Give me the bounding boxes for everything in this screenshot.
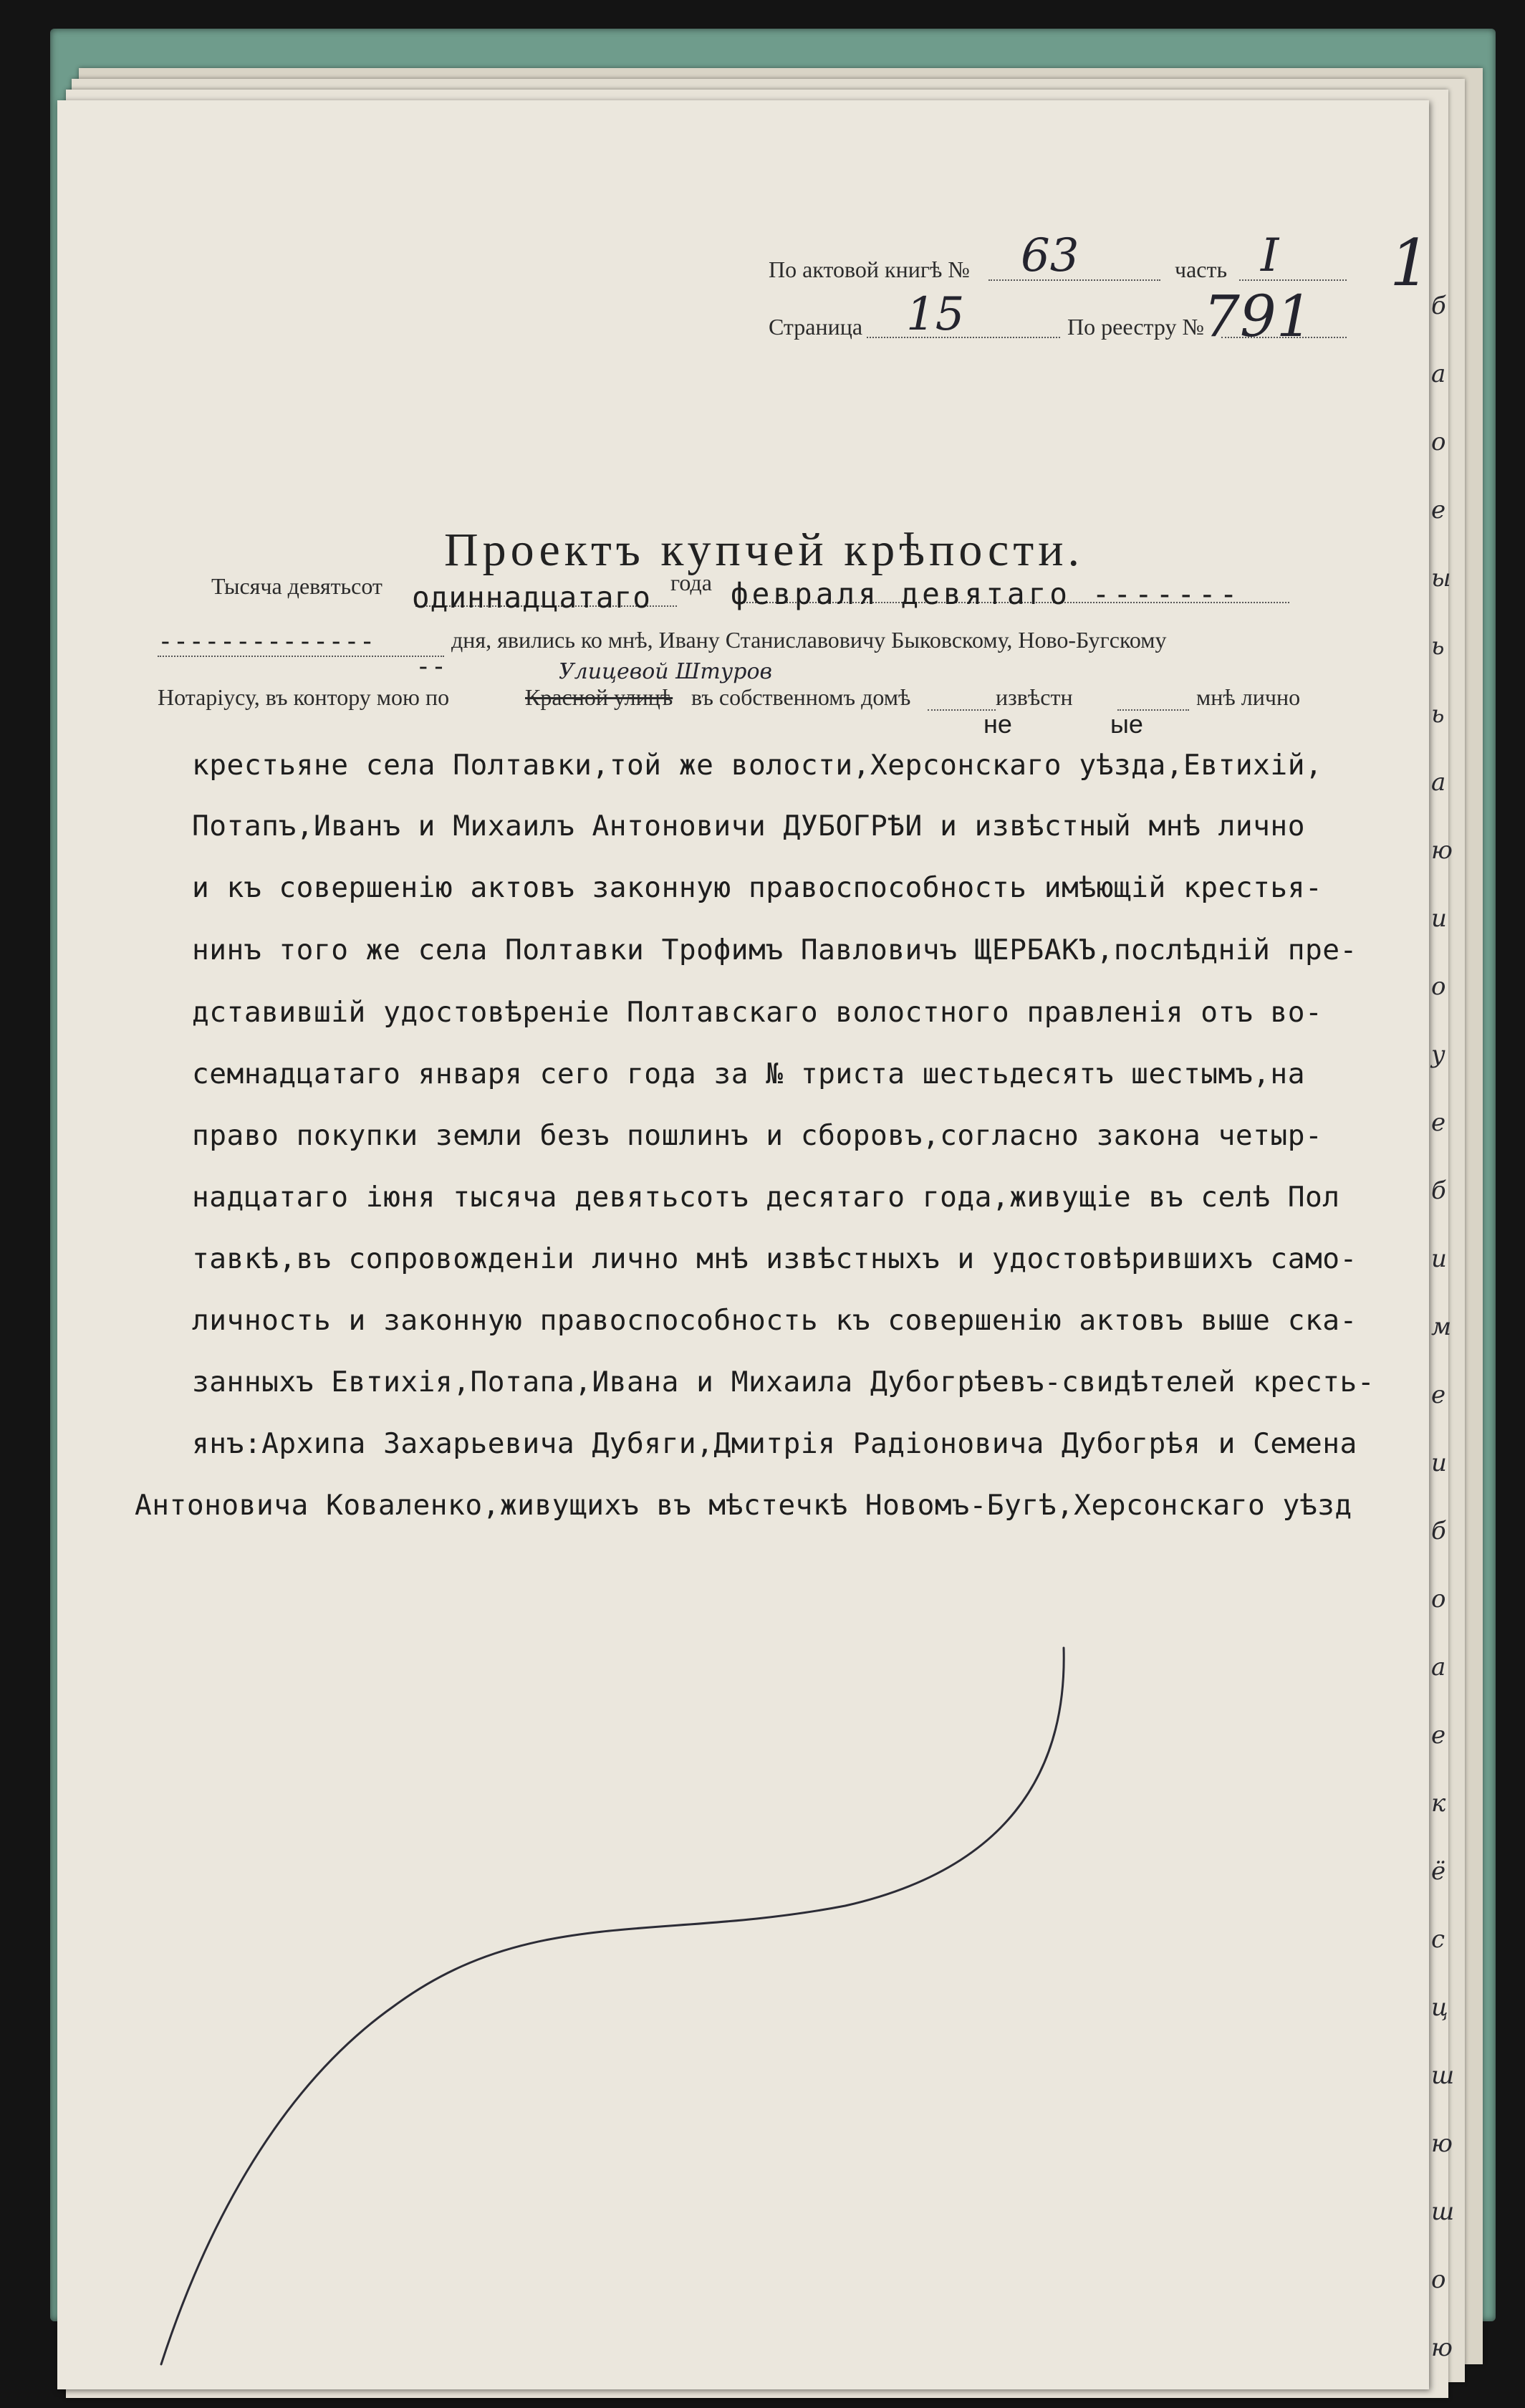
book-number: 63 [1021,229,1079,282]
part-number: I [1261,229,1279,282]
notary-line-mid: въ собственномъ домѣ [691,684,911,710]
body-line: надцатаго іюня тысяча девятьсотъ десятаго года,живущіе въ селѣ Пол [192,1181,1340,1214]
month-value: февраля девятаго ------- [731,577,1241,611]
dashes-small: -- [415,652,447,681]
notary-line-start: Нотаріусу, въ контору мою по [158,684,450,710]
notary-line-end: мнѣ лично [1196,684,1301,710]
body-line: право покупки земли безъ пошлинъ и сборовъ,согласно закона четыр- [192,1119,1323,1152]
body-line: тавкѣ,въ сопровожденіи лично мнѣ извѣстныхъ и удостовѣрившихъ само- [192,1242,1357,1275]
dashes-left: -------------- [158,627,375,656]
year-value: одиннадцатаго [412,580,651,615]
insert-ne: не [983,709,1012,739]
body-line: Потапъ,Иванъ и Михаилъ Антоновичи ДУБОГРѢИ и извѣстный мнѣ лично [192,810,1305,843]
body-line: дставившій удостовѣреніе Полтавскаго волостного правленія отъ во- [192,996,1323,1029]
document-page [57,100,1429,2389]
registry-label: По реестру № [1067,314,1204,340]
body-line: семнадцатаго января сего года за № триста шестьдесятъ шестымъ,на [192,1057,1305,1090]
handwritten-street: Улицевой Штуров [559,659,772,684]
underlying-page-edge-marks: б а о е ы ь ь а ю и о у е б и м е и б о а е к ё с ц ш ю ш о ю [1431,292,1455,2362]
body-line: нинъ того же села Полтавки Трофимъ Павловичъ ЩЕРБАКЪ,послѣдній пре- [192,934,1357,966]
book-label: По актовой книгѣ № [769,256,970,282]
body-line: и къ совершенію актовъ законную правоспособность имѣющій крестья- [192,871,1323,904]
part-label: часть [1175,256,1228,282]
appearance-line: дня, явились ко мнѣ, Ивану Станиславовичу Быковскому, Ново-Бугскому [451,627,1167,653]
body-line: личность и законную правоспособность къ совершенію актовъ выше ска- [192,1304,1357,1337]
struck-street: Красной улицѣ [525,684,673,710]
known-word: извѣстн [996,684,1073,710]
body-line: Антоновича Коваленко,живущихъ въ мѣстечкѣ Новомъ-Бугѣ,Херсонскаго уѣзд [135,1489,1352,1522]
document-title: Проектъ купчей крѣпости. [444,524,1084,576]
body-line: занныхъ Евтихія,Потапа,Ивана и Михаила Дубогрѣевъ-свидѣтелей кресть- [192,1366,1375,1399]
cancellation-flourish [158,1634,1089,2386]
body-line: крестьяне села Полтавки,той же волости,Херсонскаго уѣзда,Евтихій, [192,749,1323,782]
registry-number: 791 [1203,283,1313,350]
page-label: Страница [769,314,863,340]
page-number: 1 [1390,226,1431,301]
year-word: года [670,570,712,595]
body-line: янъ:Архипа Захарьевича Дубяги,Дмитрія Радіоновича Дубогрѣя и Семена [192,1427,1357,1460]
year-label: Тысяча девятьсот [211,573,383,599]
page-value: 15 [906,288,965,341]
insert-ye: ые [1110,709,1143,739]
